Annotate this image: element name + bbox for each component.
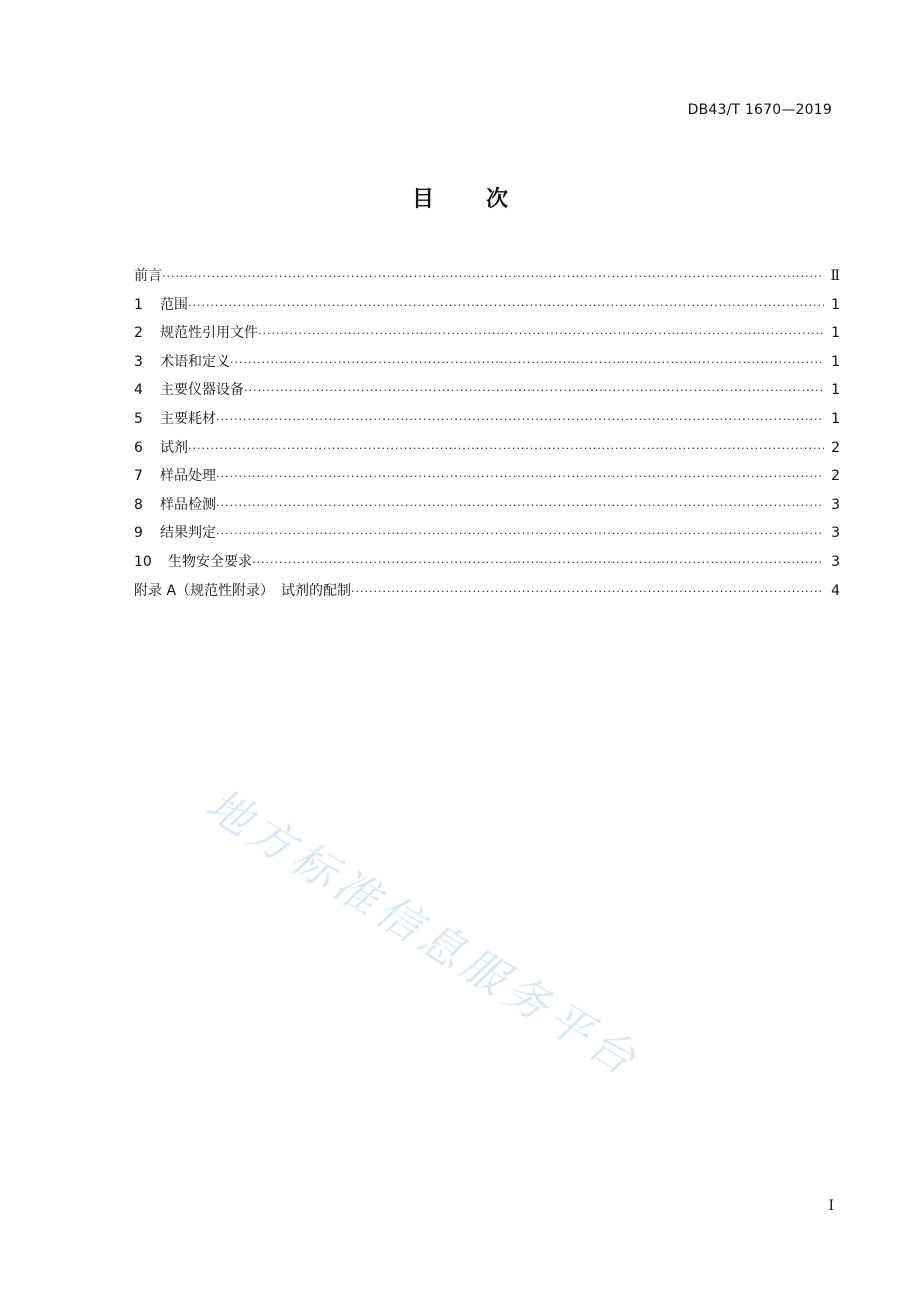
toc-entry-page: 1 xyxy=(831,382,840,399)
toc-entry-page: Ⅱ xyxy=(830,268,840,284)
toc-entry-number: 10 xyxy=(134,553,152,570)
toc-entry-page: 2 xyxy=(831,439,840,456)
standard-code: DB43/T 1670—2019 xyxy=(687,102,832,118)
toc-leader-dots xyxy=(252,549,824,578)
toc-entry-10[interactable] xyxy=(134,548,840,577)
toc-entry-label: 规范性引用文件 xyxy=(160,325,258,342)
toc-entry-page: 1 xyxy=(831,325,840,342)
toc-entry-appendix-a[interactable] xyxy=(134,577,840,606)
toc-entry-page: 1 xyxy=(831,410,840,427)
toc-leader-dots xyxy=(258,320,824,349)
page-number: I xyxy=(828,1198,834,1214)
toc-entry-number: 6 xyxy=(134,439,143,456)
toc-entry-label: 前言 xyxy=(134,268,162,284)
toc-entry-3[interactable] xyxy=(134,348,840,377)
toc-entry-9[interactable] xyxy=(134,519,840,548)
toc-leader-dots xyxy=(230,349,824,378)
toc-entry-5[interactable] xyxy=(134,405,840,434)
toc-entry-label: 附录 A（规范性附录） 试剂的配制 xyxy=(134,582,352,599)
toc-leader-dots xyxy=(188,435,824,464)
toc-entry-label: 样品处理 xyxy=(160,468,216,485)
toc-leader-dots xyxy=(188,292,824,321)
toc-entry-label: 范围 xyxy=(160,296,188,313)
toc-title xyxy=(0,182,920,213)
toc-entry-page: 1 xyxy=(831,296,840,313)
toc-entry-number: 3 xyxy=(134,353,143,370)
toc-leader-dots xyxy=(216,492,824,521)
toc-entry-number: 7 xyxy=(134,468,143,485)
toc-entry-label: 结果判定 xyxy=(160,525,216,542)
toc-title-char-2: 次 xyxy=(486,187,509,212)
toc-entry-page: 3 xyxy=(831,496,840,513)
watermark: 地方标准信息服务平台 xyxy=(197,779,649,1088)
toc-entry-page: 3 xyxy=(831,553,840,570)
toc-entry-label: 主要仪器设备 xyxy=(160,382,244,399)
toc-leader-dots xyxy=(216,406,824,435)
toc-title-char-1: 目 xyxy=(411,187,434,212)
toc-entry-number: 1 xyxy=(134,296,143,313)
toc-entry-1[interactable] xyxy=(134,291,840,320)
toc-entry-number: 5 xyxy=(134,410,143,427)
toc-entry-number: 2 xyxy=(134,325,143,342)
toc-leader-dots xyxy=(216,520,824,549)
toc-leader-dots xyxy=(351,578,824,607)
toc-entry-number: 8 xyxy=(134,496,143,513)
toc-entry-page: 1 xyxy=(831,353,840,370)
toc-entry-label: 术语和定义 xyxy=(160,353,230,370)
toc-entry-page: 4 xyxy=(831,582,840,599)
toc-entry-page: 2 xyxy=(831,468,840,485)
toc-entry-7[interactable] xyxy=(134,462,840,491)
toc-entry-4[interactable] xyxy=(134,376,840,405)
toc-entry-8[interactable] xyxy=(134,491,840,520)
toc-entry-2[interactable] xyxy=(134,319,840,348)
toc-entry-6[interactable] xyxy=(134,434,840,463)
toc-leader-dots xyxy=(244,377,824,406)
toc-entry-label: 试剂 xyxy=(160,439,188,456)
toc-entry-number: 4 xyxy=(134,382,143,399)
toc-entry-label: 主要耗材 xyxy=(160,410,216,427)
toc-entry-foreword[interactable] xyxy=(134,262,840,291)
toc-entry-label: 样品检测 xyxy=(160,496,216,513)
toc-entry-label: 生物安全要求 xyxy=(168,553,252,570)
toc-entry-page: 3 xyxy=(831,525,840,542)
toc-entry-number: 9 xyxy=(134,525,143,542)
table-of-contents xyxy=(134,262,840,605)
toc-leader-dots xyxy=(216,463,824,492)
toc-leader-dots xyxy=(162,263,824,292)
